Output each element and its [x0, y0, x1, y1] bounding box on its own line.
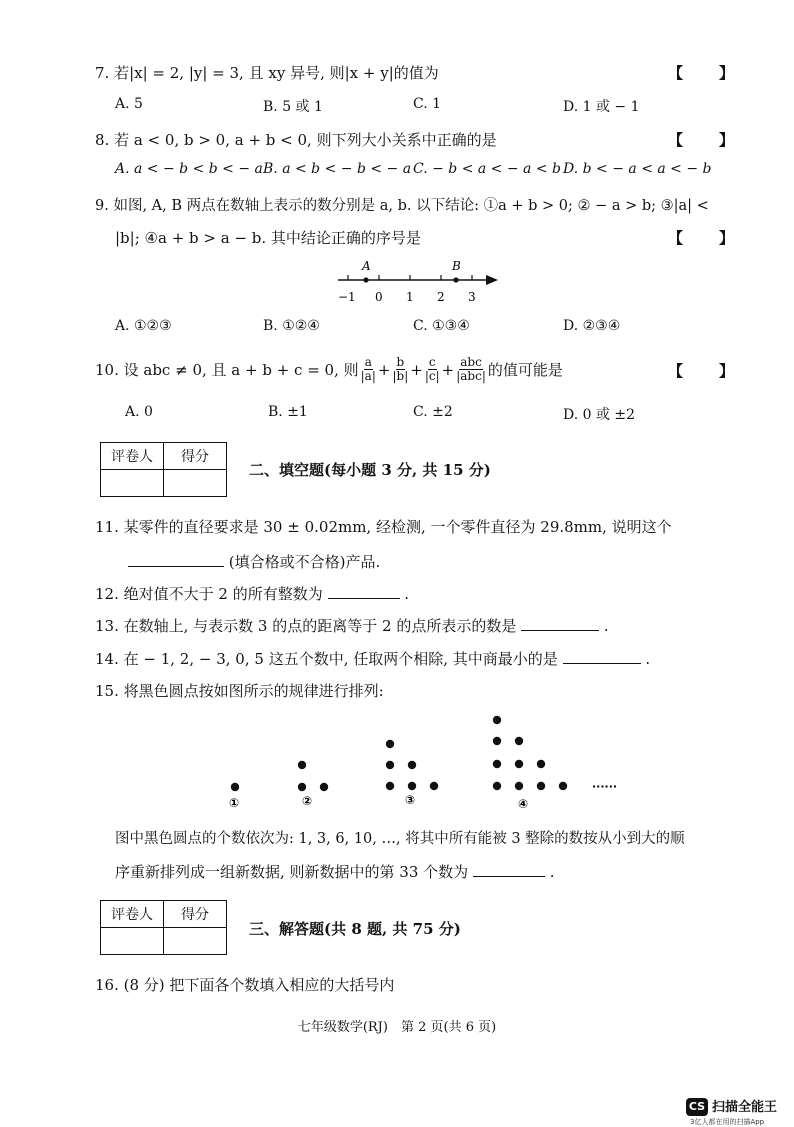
q10-fraction-c — [425, 356, 440, 383]
q10-fraction-b — [392, 356, 408, 383]
q9-option-c: C. ①③④ — [413, 318, 470, 334]
q14-row — [95, 648, 650, 669]
q9-option-a: A. ①②③ — [115, 318, 172, 334]
q10-answer-bracket: 【 】 — [668, 362, 737, 380]
q10-frac-c-den: |c| — [424, 369, 440, 383]
pattern-label-4: ④ — [518, 797, 529, 811]
point-a-label: A — [362, 259, 371, 273]
dot — [408, 761, 416, 769]
pattern-label-3: ③ — [405, 793, 416, 807]
tick-label-1: 1 — [406, 290, 414, 304]
dot — [537, 760, 545, 768]
q14-end: . — [645, 650, 651, 668]
q12-answer-blank[interactable] — [328, 584, 400, 599]
q8-option-c: C. − b < a < − a < b — [413, 161, 561, 177]
q8-option-d: D. b < − a < a < − b — [563, 161, 712, 177]
q15-stem-line2: 图中黑色圆点的个数依次为: 1, 3, 6, 10, …, 将其中所有能被 3 整除的数按从小到大的顺 — [115, 831, 685, 847]
camscanner-name: 扫描全能王 — [712, 1100, 778, 1115]
q10-option-a: A. 0 — [125, 404, 153, 420]
page-footer: 七年级数学(RJ) 第 2 页(共 6 页) — [297, 1020, 497, 1035]
section2-score-header: 得分 — [164, 443, 227, 470]
camscanner-logo-icon: CS — [686, 1098, 708, 1116]
q15-stem-line3-row — [115, 861, 555, 882]
q10-option-d: D. 0 或 ±2 — [563, 407, 636, 423]
pattern-1 — [231, 783, 239, 791]
dot — [386, 740, 394, 748]
q8-option-b: B. a < b < − b < − a — [263, 161, 412, 177]
dot — [493, 737, 501, 745]
q10-frac-abc-den: |abc| — [456, 369, 486, 383]
q7-answer-bracket: 【 】 — [668, 64, 737, 82]
q12-stem: 12. 绝对值不大于 2 的所有整数为 — [95, 585, 323, 603]
q15-answer-blank[interactable] — [473, 862, 545, 877]
pattern-ellipsis: ······ — [592, 780, 618, 793]
pattern-4 — [493, 716, 567, 790]
camscanner-tagline: 3亿人都在用的扫描App — [690, 1118, 765, 1126]
section3-title: 三、解答题(共 8 题, 共 75 分) — [249, 920, 461, 938]
pattern-label-1: ① — [229, 796, 240, 810]
q9-option-b: B. ①②④ — [263, 318, 320, 334]
section2-score-cell[interactable] — [164, 470, 227, 497]
q15-stem-line3: 序重新排列成一组新数据, 则新数据中的第 33 个数为 — [115, 863, 469, 881]
q7-option-b: B. 5 或 1 — [263, 99, 323, 115]
q10-frac-b-num: b — [396, 355, 405, 369]
q10-option-b: B. ±1 — [268, 404, 308, 420]
q9-stem-line1: 9. 如图, A, B 两点在数轴上表示的数分别是 a, b. 以下结论: ①a + b > 0; ② − a > b; ③|a| < — [95, 198, 709, 214]
section3-reviewer-cell[interactable] — [101, 928, 164, 955]
q7-option-d: D. 1 或 − 1 — [563, 99, 640, 115]
q13-end: . — [603, 617, 609, 635]
q15-end: . — [549, 863, 555, 881]
q10-fraction-abc — [456, 356, 486, 383]
dot — [515, 782, 523, 790]
q10-stem — [95, 356, 563, 383]
q10-prefix: 10. 设 abc ≠ 0, 且 a + b + c = 0, 则 — [95, 361, 359, 379]
section2-title: 二、填空题(每小题 3 分, 共 15 分) — [249, 461, 491, 479]
dot-pattern-figure — [220, 708, 620, 814]
q10-frac-a-num: a — [364, 355, 372, 369]
tick-label-2: 2 — [437, 290, 445, 304]
point-a — [363, 277, 368, 282]
dot — [386, 782, 394, 790]
section2-reviewer-cell[interactable] — [101, 470, 164, 497]
q13-stem: 13. 在数轴上, 与表示数 3 的点的距离等于 2 的点所表示的数是 — [95, 617, 517, 635]
q8-stem: 8. 若 a < 0, b > 0, a + b < 0, 则下列大小关系中正确的是 — [95, 131, 497, 149]
dot — [537, 782, 545, 790]
dot — [298, 783, 306, 791]
q7-option-c: C. 1 — [413, 96, 442, 112]
q13-answer-blank[interactable] — [521, 616, 599, 631]
dot — [493, 760, 501, 768]
dot — [493, 716, 501, 724]
dot — [559, 782, 567, 790]
pattern-label-2: ② — [302, 794, 313, 808]
q10-frac-b-den: |b| — [392, 369, 409, 383]
point-b — [453, 277, 458, 282]
q10-frac-c-num: c — [428, 355, 436, 369]
tick-label-minus1: −1 — [338, 290, 356, 304]
section3-score-table — [100, 900, 227, 955]
q7-option-a: A. 5 — [115, 96, 143, 112]
pattern-3 — [386, 740, 438, 790]
dot — [430, 782, 438, 790]
dot — [493, 782, 501, 790]
pattern-2 — [298, 761, 328, 791]
q14-answer-blank[interactable] — [563, 649, 641, 664]
dot — [408, 782, 416, 790]
dot — [298, 761, 306, 769]
q9-stem-line2: |b|; ④a + b > a − b. 其中结论正确的序号是 — [115, 229, 421, 247]
q10-frac-abc-num: abc — [460, 355, 482, 369]
dot — [515, 760, 523, 768]
section3-reviewer-header: 评卷人 — [101, 901, 164, 928]
dot — [320, 783, 328, 791]
q13-row — [95, 615, 609, 636]
q11-suffix: (填合格或不合格)产品. — [228, 553, 381, 571]
q9-answer-bracket: 【 】 — [668, 229, 737, 247]
q8-option-a: A. a < − b < b < − a — [115, 161, 263, 177]
q7-stem: 7. 若|x| = 2, |y| = 3, 且 xy 异号, 则|x + y|的值为 — [95, 64, 439, 82]
dot — [515, 737, 523, 745]
tick-label-3: 3 — [468, 290, 476, 304]
number-line-arrow — [486, 275, 498, 285]
dot — [231, 783, 239, 791]
tick-label-0: 0 — [375, 290, 383, 304]
point-b-label: B — [452, 259, 461, 273]
section2-reviewer-header: 评卷人 — [101, 443, 164, 470]
q11-stem-line2 — [128, 551, 380, 572]
q10-plus-3: + — [441, 360, 455, 379]
q10-option-c: C. ±2 — [413, 404, 453, 420]
q14-stem: 14. 在 − 1, 2, − 3, 0, 5 这五个数中, 任取两个相除, 其中商最小的是 — [95, 650, 558, 668]
q9-option-d: D. ②③④ — [563, 318, 621, 334]
q11-answer-blank[interactable] — [128, 552, 224, 567]
q11-stem-line1: 11. 某零件的直径要求是 30 ± 0.02mm, 经检测, 一个零件直径为 29.8mm, 说明这个 — [95, 518, 672, 536]
q10-fraction-a — [361, 356, 376, 383]
q10-suffix: 的值可能是 — [487, 361, 563, 379]
q12-end: . — [404, 585, 410, 603]
q10-plus-1: + — [377, 360, 391, 379]
dot — [386, 761, 394, 769]
q10-plus-2: + — [410, 360, 423, 379]
q10-frac-a-den: |a| — [360, 369, 376, 383]
q12-row — [95, 583, 409, 604]
q8-answer-bracket: 【 】 — [668, 131, 737, 149]
section3-score-cell[interactable] — [164, 928, 227, 955]
q15-stem-line1: 15. 将黑色圆点按如图所示的规律进行排列: — [95, 682, 384, 700]
q16-stem: 16. (8 分) 把下面各个数填入相应的大括号内 — [95, 976, 395, 994]
number-line-figure — [330, 258, 510, 306]
section3-score-header: 得分 — [164, 901, 227, 928]
section2-score-table — [100, 442, 227, 497]
